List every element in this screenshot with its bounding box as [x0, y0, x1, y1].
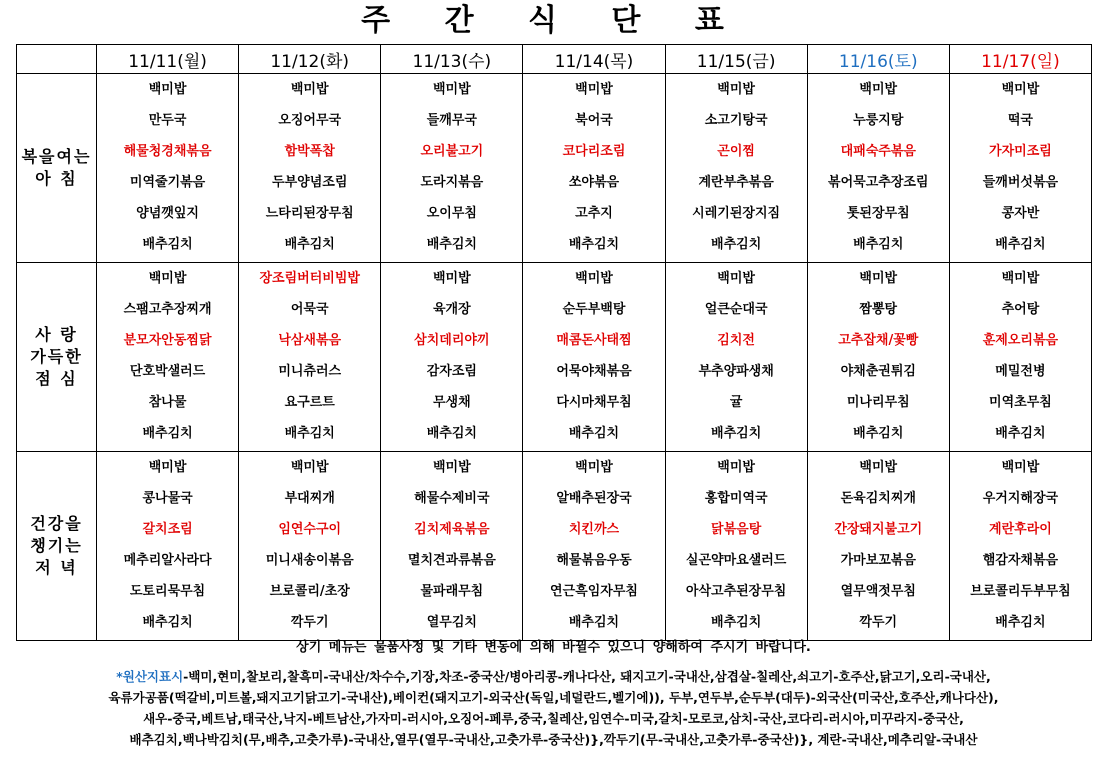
menu-item: 임연수구이: [278, 522, 342, 537]
menu-item: 브로콜리/초장: [269, 584, 350, 599]
menu-item: 매콤돈사태찜: [556, 333, 632, 348]
menu-item: 야채춘권튀김: [840, 364, 916, 379]
menu-cell-dinner-tue: [239, 452, 381, 641]
menu-item: 백미밥: [575, 460, 613, 475]
menu-item: 양념깻잎지: [136, 206, 199, 221]
menu-item: 미역초무침: [989, 395, 1052, 410]
menu-cell-dinner-mon: [97, 452, 239, 641]
menu-item: 메밀전병: [995, 364, 1046, 379]
menu-item: 누룽지탕: [853, 113, 904, 128]
menu-item: 볶어묵고추장조림: [828, 175, 929, 190]
meal-label-line: 건강을: [30, 514, 83, 533]
day-header-row: [17, 45, 1092, 74]
menu-item: 떡국: [1007, 113, 1033, 128]
menu-item: 계란부추볶음: [698, 175, 774, 190]
menu-item: 배추김치: [995, 237, 1046, 252]
menu-item: 가마보꼬볶음: [840, 553, 916, 568]
menu-item: 육개장: [433, 302, 471, 317]
day-header-mon: 11/11(월): [97, 45, 239, 74]
menu-item: 백미밥: [148, 460, 187, 475]
meal-label-dinner: [17, 452, 97, 641]
menu-item: 백미밥: [1001, 271, 1040, 286]
menu-item: 홍합미역국: [704, 491, 768, 506]
menu-item: 백미밥: [148, 271, 187, 286]
menu-item: 알배추된장국: [556, 491, 632, 506]
menu-item: 우거지해장국: [982, 491, 1059, 506]
origin-line: 새우-중국,베트남,태국산,낙지-베트남산,가자미-러시아,오징어-페루,중국,칠레산,임연수-미국,갈치-모로코,삼치-국산,코다리-러시아,미꾸라지-중국산,: [143, 711, 964, 726]
meal-row-lunch: [17, 263, 1092, 452]
menu-cell-breakfast-sat: [807, 74, 949, 263]
menu-item: 무생채: [433, 395, 471, 410]
menu-item: 오이무침: [426, 206, 477, 221]
menu-cell-lunch-sat: [807, 263, 949, 452]
menu-item: 도토리묵무침: [129, 584, 206, 599]
menu-cell-breakfast-sun: [949, 74, 1091, 263]
menu-item: 삼치데리야끼: [414, 333, 490, 348]
menu-item: 아삭고추된장무침: [685, 584, 787, 599]
meal-label-line: 사 랑: [35, 325, 78, 344]
weekly-menu-table: [16, 44, 1092, 641]
meal-label-breakfast: [17, 74, 97, 263]
menu-item: 백미밥: [717, 271, 755, 286]
menu-item: 어묵국: [290, 302, 329, 317]
menu-item: 북어국: [575, 113, 613, 128]
menu-cell-lunch-sun: [949, 263, 1091, 452]
menu-item: 쏘야볶음: [568, 175, 620, 190]
day-header-thu: 11/14(목): [523, 45, 665, 74]
menu-cell-lunch-wed: [381, 263, 523, 452]
menu-item: 백미밥: [433, 271, 471, 286]
menu-item: 백미밥: [575, 82, 613, 97]
menu-item: 백미밥: [433, 460, 471, 475]
menu-item: 간장돼지불고기: [834, 522, 923, 537]
menu-item: 배추김치: [568, 237, 620, 252]
menu-item: 고추잡채/꽃빵: [838, 333, 919, 348]
menu-item: 백미밥: [859, 82, 898, 97]
menu-item: 배추김치: [142, 426, 193, 441]
menu-item: 들깨버섯볶음: [982, 175, 1059, 190]
menu-item: 돈육김치찌개: [840, 491, 916, 506]
menu-cell-dinner-sat: [807, 452, 949, 641]
menu-cell-lunch-fri: [665, 263, 807, 452]
menu-item: 열무김치: [426, 615, 477, 630]
menu-item: 백미밥: [575, 271, 613, 286]
menu-item: 배추김치: [711, 426, 762, 441]
menu-cell-breakfast-mon: [97, 74, 239, 263]
origin-info: [10, 666, 1097, 750]
page-title: 주 간 식 단 표: [361, 3, 746, 38]
menu-item: 물파래무침: [420, 584, 484, 599]
menu-item: 계란후라이: [989, 522, 1052, 537]
menu-item: 배추김치: [568, 426, 620, 441]
menu-item: 톳된장무침: [846, 206, 910, 221]
menu-item: 부추양파생채: [698, 364, 774, 379]
menu-item: 메추리알사라다: [123, 553, 212, 568]
menu-item: 스팸고추장찌개: [123, 302, 212, 317]
menu-item: 어묵야채볶음: [556, 364, 632, 379]
menu-item: 두부양념조림: [272, 175, 348, 190]
menu-item: 들깨무국: [426, 113, 477, 128]
meal-label-line: 아 침: [35, 169, 78, 188]
menu-item: 배추김치: [284, 237, 335, 252]
menu-item: 콩나물국: [142, 491, 193, 506]
day-header-sun: 11/17(일): [949, 45, 1091, 74]
day-header-fri: 11/15(금): [665, 45, 807, 74]
meal-label-lunch: [17, 263, 97, 452]
menu-item: 미나리무침: [846, 395, 910, 410]
menu-cell-breakfast-thu: [523, 74, 665, 263]
menu-item: 단호박샐러드: [129, 364, 206, 379]
menu-item: 햄감자채볶음: [982, 553, 1059, 568]
day-header-sat: 11/16(토): [807, 45, 949, 74]
menu-item: 미니새송이볶음: [265, 553, 354, 568]
menu-item: 배추김치: [995, 615, 1046, 630]
menu-item: 멸치견과류볶음: [407, 553, 496, 568]
menu-item: 장조림버터비빔밥: [259, 271, 360, 286]
menu-cell-lunch-mon: [97, 263, 239, 452]
menu-item: 백미밥: [859, 271, 898, 286]
menu-cell-breakfast-tue: [239, 74, 381, 263]
menu-item: 백미밥: [290, 82, 329, 97]
menu-item: 해물청경채볶음: [123, 144, 212, 159]
menu-item: 훈제오리볶음: [982, 333, 1059, 348]
menu-cell-breakfast-wed: [381, 74, 523, 263]
menu-item: 닭볶음탕: [711, 522, 762, 537]
menu-item: 열무액젓무침: [840, 584, 916, 599]
menu-item: 오징어무국: [278, 113, 342, 128]
menu-item: 깍두기: [859, 615, 898, 630]
menu-item: 함박폭찹: [284, 144, 335, 159]
menu-item: 백미밥: [717, 82, 755, 97]
day-header-tue: 11/12(화): [239, 45, 381, 74]
menu-item: 곤이찜: [717, 144, 755, 159]
menu-item: 배추김치: [853, 237, 904, 252]
menu-item: 백미밥: [1001, 82, 1040, 97]
menu-item: 배추김치: [284, 426, 335, 441]
menu-item: 도라지볶음: [420, 175, 484, 190]
meal-label-line: 복을여는: [21, 147, 92, 166]
menu-item: 시레기된장지짐: [692, 206, 781, 221]
menu-cell-dinner-wed: [381, 452, 523, 641]
menu-item: 콩자반: [1001, 206, 1040, 221]
meal-label-line: 저 녁: [35, 558, 78, 577]
menu-item: 연근흑임자무침: [550, 584, 638, 599]
menu-item: 배추김치: [142, 237, 193, 252]
menu-item: 배추김치: [568, 615, 620, 630]
menu-item: 백미밥: [433, 82, 471, 97]
menu-item: 백미밥: [859, 460, 898, 475]
menu-item: 해물수제비국: [414, 491, 490, 506]
menu-item: 갈치조림: [142, 522, 193, 537]
menu-item: 분모자안동찜닭: [123, 333, 212, 348]
origin-line: 배추김치,백나박김치(무,배추,고춧가루)-국내산,열무(열무-국내산,고춧가루-중국산)},깍두기(무-국내산,고춧가루-중국산)}, 계란-국내산,메추리알-국내산: [129, 732, 978, 747]
menu-item: 배추김치: [853, 426, 904, 441]
menu-item: 배추김치: [426, 426, 477, 441]
menu-item: 백미밥: [717, 460, 755, 475]
menu-item: 미니츄러스: [278, 364, 342, 379]
day-header-wed: 11/13(수): [381, 45, 523, 74]
menu-item: 소고기탕국: [704, 113, 768, 128]
menu-item: 짬뽕탕: [859, 302, 898, 317]
menu-item: 코다리조림: [562, 144, 626, 159]
menu-cell-dinner-fri: [665, 452, 807, 641]
menu-item: 다시마채무침: [556, 395, 632, 410]
menu-item: 대패숙주볶음: [840, 144, 916, 159]
menu-item: 가자미조림: [989, 144, 1052, 159]
menu-item: 배추김치: [711, 615, 762, 630]
menu-cell-lunch-thu: [523, 263, 665, 452]
menu-item: 배추김치: [711, 237, 762, 252]
menu-cell-dinner-thu: [523, 452, 665, 641]
menu-item: 고추지: [575, 206, 613, 221]
menu-item: 낙삼새볶음: [278, 333, 342, 348]
menu-item: 참나물: [148, 395, 187, 410]
menu-item: 배추김치: [995, 426, 1046, 441]
origin-line: [10, 666, 1097, 687]
menu-item: 순두부백탕: [562, 302, 626, 317]
menu-item: 감자조림: [426, 364, 477, 379]
menu-item: 백미밥: [1001, 460, 1040, 475]
menu-item: 백미밥: [290, 460, 329, 475]
menu-item: 부대찌개: [284, 491, 335, 506]
menu-item: 백미밥: [148, 82, 187, 97]
menu-item: 깍두기: [290, 615, 329, 630]
menu-item: 배추김치: [142, 615, 193, 630]
menu-item: 만두국: [148, 113, 187, 128]
origin-line-text: -백미,현미,찰보리,찰흑미-국내산/차수수,기장,차조-중국산/병아리콩-캐나다산, 돼지고기-국내산,삼겹살-칠레산,쇠고기-호주산,닭고기,오리-국내산,: [183, 669, 991, 684]
notice-text: 상기 메뉴는 물품사정 및 기타 변동에 의해 바뀔수 있으니 양해하여 주시기 바랍니다.: [296, 640, 811, 655]
menu-item: 김치전: [717, 333, 755, 348]
menu-cell-lunch-tue: [239, 263, 381, 452]
meal-label-line: 챙기는: [30, 536, 83, 555]
menu-item: 오리불고기: [420, 144, 484, 159]
origin-label: *원산지표시: [116, 669, 184, 684]
menu-cell-breakfast-fri: [665, 74, 807, 263]
menu-item: 느타리된장무침: [265, 206, 354, 221]
menu-item: 미역줄기볶음: [129, 175, 206, 190]
menu-item: 김치제육볶음: [414, 522, 490, 537]
menu-item: 브로콜리두부무침: [970, 584, 1071, 599]
menu-item: 배추김치: [426, 237, 477, 252]
menu-item: 해물볶음우동: [556, 553, 632, 568]
menu-item: 치킨까스: [568, 522, 620, 537]
menu-item: 얼큰순대국: [704, 302, 768, 317]
menu-cell-dinner-sun: [949, 452, 1091, 641]
origin-line: 육류가공품(떡갈비,미트볼,돼지고기닭고기-국내산),베이컨(돼지고기-외국산(독일,네덜란드,벨기에)), 두부,연두부,순두부(대두)-외국산(미국산,호주산,캐나다산),: [108, 690, 999, 705]
menu-item: 귤: [729, 395, 743, 410]
corner-cell: [17, 45, 97, 74]
meal-row-breakfast: [17, 74, 1092, 263]
meal-label-line: 점 심: [35, 369, 78, 388]
meal-label-line: 가득한: [30, 347, 83, 366]
meal-row-dinner: [17, 452, 1092, 641]
menu-item: 추어탕: [1001, 302, 1040, 317]
menu-item: 요구르트: [284, 395, 335, 410]
menu-item: 실곤약마요샐러드: [685, 553, 787, 568]
